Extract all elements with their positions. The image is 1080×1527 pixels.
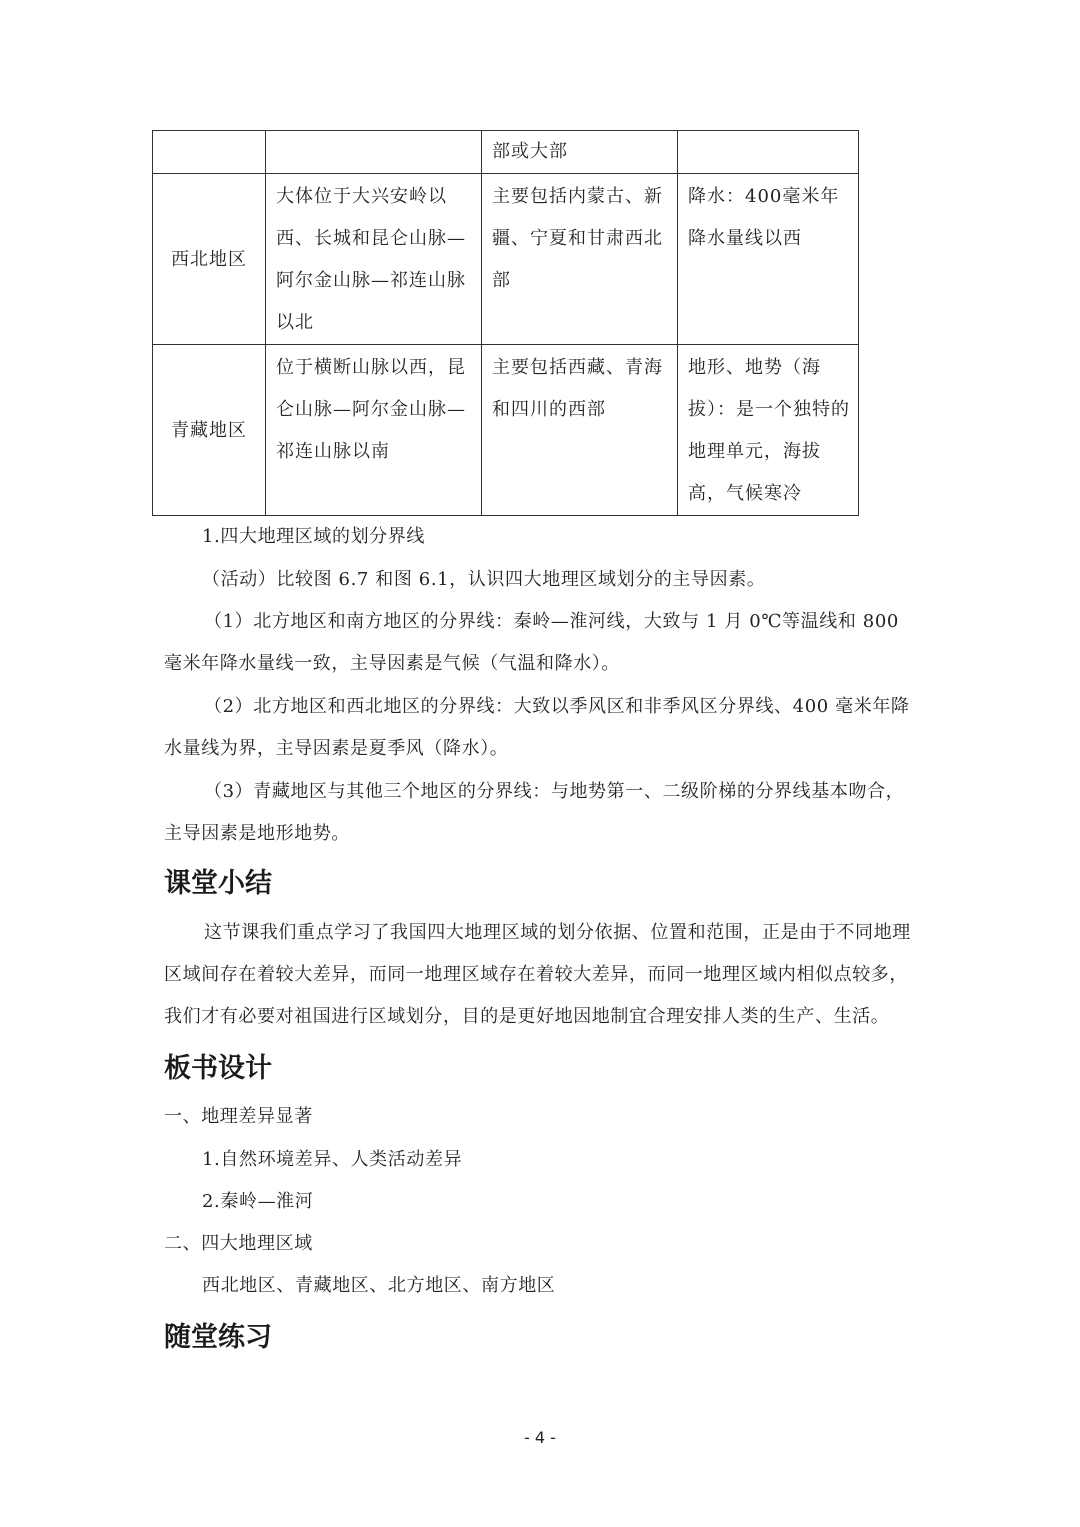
scope-cell: 主要包括内蒙古、新疆、宁夏和甘肃西北部 bbox=[482, 174, 678, 345]
board-line: 1.自然环境差异、人类活动差异 bbox=[202, 1149, 463, 1170]
factor-cell: 降水：400毫米年降水量线以西 bbox=[678, 174, 859, 345]
boundary-item-1: （1）北方地区和南方地区的分界线：秦岭—淮河线，大致与 1 月 0℃等温线和 800 毫米年降水量线一致，主导因素是气候（气温和降水）。 bbox=[164, 611, 899, 674]
boundary-cell bbox=[266, 131, 482, 174]
scope-cell: 部或大部 bbox=[482, 131, 678, 174]
boundary-cell: 位于横断山脉以西，昆仑山脉—阿尔金山脉—祁连山脉以南 bbox=[266, 345, 482, 516]
region-name-cell bbox=[153, 131, 266, 174]
table-row bbox=[153, 174, 859, 345]
section-title: 1.四大地理区域的划分界线 bbox=[202, 526, 425, 547]
summary-text: 这节课我们重点学习了我国四大地理区域的划分依据、位置和范围，正是由于不同地理区域间存在着较大差异，而同一地理区域存在着较大差异，而同一地理区域内相似点较多，我们才有必要对祖国进行区域划分，目的是更好地因地制宜合理安排人类的生产、生活。 bbox=[164, 922, 911, 1027]
scope-cell: 主要包括西藏、青海和四川的西部 bbox=[482, 345, 678, 516]
activity-text: （活动）比较图 6.7 和图 6.1，认识四大地理区域划分的主导因素。 bbox=[202, 569, 766, 590]
factor-cell: 地形、地势（海拔）：是一个独特的地理单元，海拔高，气候寒冷 bbox=[678, 345, 859, 516]
board-line: 西北地区、青藏地区、北方地区、南方地区 bbox=[202, 1275, 556, 1296]
board-heading: 板书设计 bbox=[164, 1053, 272, 1084]
board-line: 二、四大地理区域 bbox=[164, 1233, 313, 1254]
regions-table bbox=[152, 130, 859, 516]
region-name-cell: 西北地区 bbox=[153, 174, 266, 345]
factor-cell bbox=[678, 131, 859, 174]
boundary-cell: 大体位于大兴安岭以西、长城和昆仑山脉—阿尔金山脉—祁连山脉以北 bbox=[266, 174, 482, 345]
region-name-cell: 青藏地区 bbox=[153, 345, 266, 516]
table-row bbox=[153, 345, 859, 516]
summary-heading: 课堂小结 bbox=[164, 868, 272, 899]
board-line: 一、地理差异显著 bbox=[164, 1106, 313, 1127]
practice-heading: 随堂练习 bbox=[164, 1322, 272, 1353]
boundary-item-3: （3）青藏地区与其他三个地区的分界线：与地势第一、二级阶梯的分界线基本吻合，主导因素是地形地势。 bbox=[164, 781, 905, 844]
board-line: 2.秦岭—淮河 bbox=[202, 1191, 314, 1212]
boundary-item-2: （2）北方地区和西北地区的分界线：大致以季风区和非季风区分界线、400 毫米年降水量线为界，主导因素是夏季风（降水）。 bbox=[164, 696, 910, 759]
page-number: - 4 - bbox=[524, 1428, 556, 1447]
table-row bbox=[153, 131, 859, 174]
